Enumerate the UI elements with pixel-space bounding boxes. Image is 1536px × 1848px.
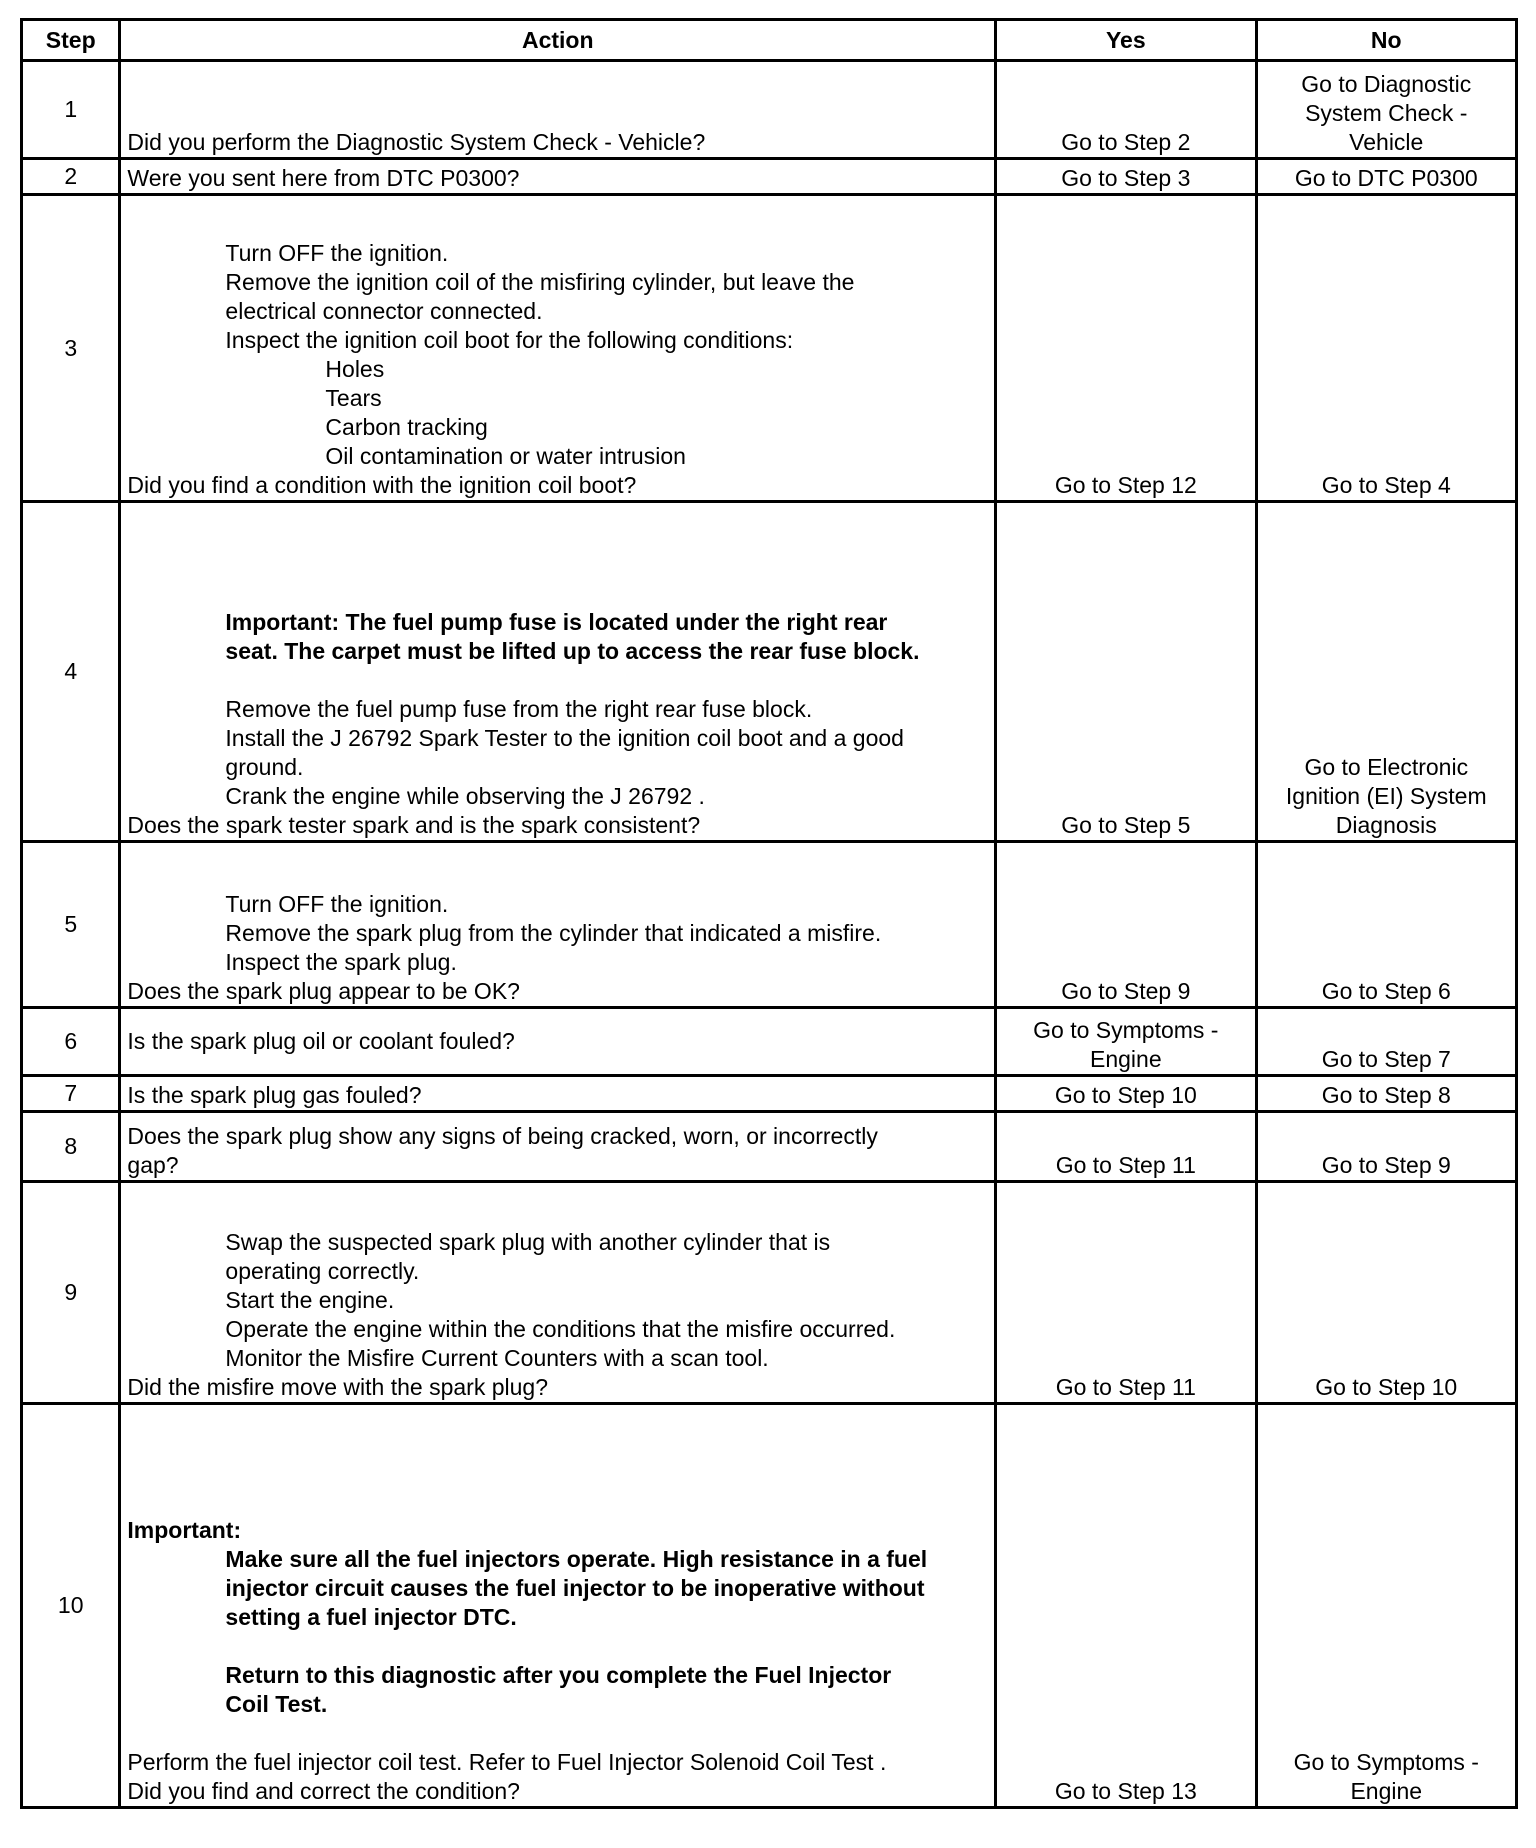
instruction-line: Perform the fuel injector coil test. Refer to Fuel Injector Solenoid Coil Test . [127, 1749, 887, 1775]
instruction-line: Operate the engine within the conditions that the misfire occurred. [225, 1316, 896, 1342]
no-line: Vehicle [1349, 129, 1424, 155]
instruction-line: Remove the ignition coil of the misfiring cylinder, but leave the [225, 269, 855, 295]
table-row-step-4 [22, 502, 1517, 842]
action-cell [120, 195, 996, 502]
action-cell [120, 502, 996, 842]
table-row-step-2 [22, 159, 1517, 195]
important-note: seat. The carpet must be lifted up to access the rear fuse block. [225, 638, 920, 664]
no-line: Diagnosis [1335, 812, 1437, 838]
header-yes: Yes [996, 20, 1256, 61]
step-number: 2 [22, 159, 120, 195]
instruction-line: electrical connector connected. [225, 298, 543, 324]
important-note: injector circuit causes the fuel injector to be inoperative without [225, 1575, 925, 1601]
table-row-step-8 [22, 1112, 1517, 1182]
no-cell [1256, 502, 1516, 842]
action-question: Is the spark plug gas fouled? [127, 1082, 422, 1108]
step-number: 6 [22, 1008, 120, 1076]
instruction-line: Remove the spark plug from the cylinder that indicated a misfire. [225, 920, 882, 946]
step-number: 4 [22, 502, 120, 842]
yes-cell: Go to Step 13 [996, 1404, 1256, 1808]
instruction-line: Remove the fuel pump fuse from the right rear fuse block. [225, 696, 813, 722]
no-cell: Go to Step 7 [1256, 1008, 1516, 1076]
action-question: Does the spark plug appear to be OK? [127, 978, 520, 1004]
condition-item: Oil contamination or water intrusion [325, 443, 686, 469]
no-line: Go to Diagnostic [1301, 71, 1472, 97]
action-question: Does the spark tester spark and is the spark consistent? [127, 812, 701, 838]
instruction-line: Inspect the spark plug. [225, 949, 457, 975]
header-step: Step [22, 20, 120, 61]
action-question: Is the spark plug oil or coolant fouled? [127, 1028, 515, 1054]
yes-line: Engine [1090, 1046, 1162, 1072]
yes-cell: Go to Step 11 [996, 1182, 1256, 1404]
action-cell [120, 159, 996, 195]
step-number: 3 [22, 195, 120, 502]
step-number: 7 [22, 1076, 120, 1112]
yes-cell: Go to Step 5 [996, 502, 1256, 842]
diagnostic-table [20, 18, 1518, 1809]
condition-item: Tears [325, 385, 382, 411]
action-cell [120, 1404, 996, 1808]
table-row-step-7 [22, 1076, 1517, 1112]
yes-cell: Go to Step 12 [996, 195, 1256, 502]
instruction-line: Inspect the ignition coil boot for the following conditions: [225, 327, 794, 353]
no-cell [1256, 61, 1516, 159]
action-cell [120, 1112, 996, 1182]
important-note: Make sure all the fuel injectors operate. High resistance in a fuel [225, 1546, 928, 1572]
action-cell [120, 1076, 996, 1112]
instruction-line: Install the J 26792 Spark Tester to the ignition coil boot and a good [225, 725, 904, 751]
yes-cell: Go to Step 10 [996, 1076, 1256, 1112]
table-row-step-3 [22, 195, 1517, 502]
action-cell [120, 842, 996, 1008]
table-row-step-5 [22, 842, 1517, 1008]
action-cell [120, 1182, 996, 1404]
important-label: Important: [127, 1517, 242, 1543]
action-question: Did you find a condition with the ignition coil boot? [127, 472, 637, 498]
table-row-step-1 [22, 61, 1517, 159]
yes-line: Go to Symptoms - [1033, 1017, 1219, 1043]
instruction-line: Swap the suspected spark plug with another cylinder that is [225, 1229, 831, 1255]
step-number: 5 [22, 842, 120, 1008]
no-line: Engine [1350, 1778, 1423, 1804]
table-row-step-6 [22, 1008, 1517, 1076]
no-line: System Check - [1305, 100, 1468, 126]
no-cell: Go to Step 8 [1256, 1076, 1516, 1112]
no-cell: Go to DTC P0300 [1256, 159, 1516, 195]
instruction-line: Monitor the Misfire Current Counters with a scan tool. [225, 1345, 769, 1371]
important-note: setting a fuel injector DTC. [225, 1604, 517, 1630]
no-cell: Go to Step 4 [1256, 195, 1516, 502]
action-question: Were you sent here from DTC P0300? [127, 165, 520, 191]
instruction-line: Start the engine. [225, 1287, 395, 1313]
action-question: Did you find and correct the condition? [127, 1778, 520, 1804]
instruction-line: Turn OFF the ignition. [225, 240, 449, 266]
action-question: Did you perform the Diagnostic System Check - Vehicle? [127, 129, 706, 155]
header-row [22, 20, 1517, 61]
action-cell [120, 1008, 996, 1076]
header-action: Action [120, 20, 996, 61]
instruction-line: operating correctly. [225, 1258, 420, 1284]
table-row-step-10 [22, 1404, 1517, 1808]
important-note: Coil Test. [225, 1691, 328, 1717]
instruction-line: Turn OFF the ignition. [225, 891, 449, 917]
no-line: Go to Electronic [1304, 754, 1469, 780]
step-number: 10 [22, 1404, 120, 1808]
header-no: No [1256, 20, 1516, 61]
condition-item: Carbon tracking [325, 414, 488, 440]
important-note: Important: The fuel pump fuse is located under the right rear [225, 609, 888, 635]
instruction-line: ground. [225, 754, 304, 780]
yes-cell: Go to Step 2 [996, 61, 1256, 159]
no-cell: Go to Step 6 [1256, 842, 1516, 1008]
action-cell [120, 61, 996, 159]
yes-cell: Go to Step 11 [996, 1112, 1256, 1182]
action-question: Does the spark plug show any signs of being cracked, worn, or incorrectly [127, 1123, 878, 1149]
yes-cell: Go to Step 3 [996, 159, 1256, 195]
no-line: Ignition (EI) System [1285, 783, 1487, 809]
instruction-line: Crank the engine while observing the J 26792 . [225, 783, 705, 809]
table-row-step-9 [22, 1182, 1517, 1404]
step-number: 1 [22, 61, 120, 159]
no-line: Go to Symptoms - [1293, 1749, 1479, 1775]
action-question: gap? [127, 1152, 179, 1178]
condition-item: Holes [325, 356, 385, 382]
yes-cell [996, 1008, 1256, 1076]
yes-cell: Go to Step 9 [996, 842, 1256, 1008]
step-number: 8 [22, 1112, 120, 1182]
step-number: 9 [22, 1182, 120, 1404]
no-cell: Go to Step 10 [1256, 1182, 1516, 1404]
no-cell [1256, 1404, 1516, 1808]
action-question: Did the misfire move with the spark plug? [127, 1374, 548, 1400]
no-cell: Go to Step 9 [1256, 1112, 1516, 1182]
important-note: Return to this diagnostic after you complete the Fuel Injector [225, 1662, 892, 1688]
